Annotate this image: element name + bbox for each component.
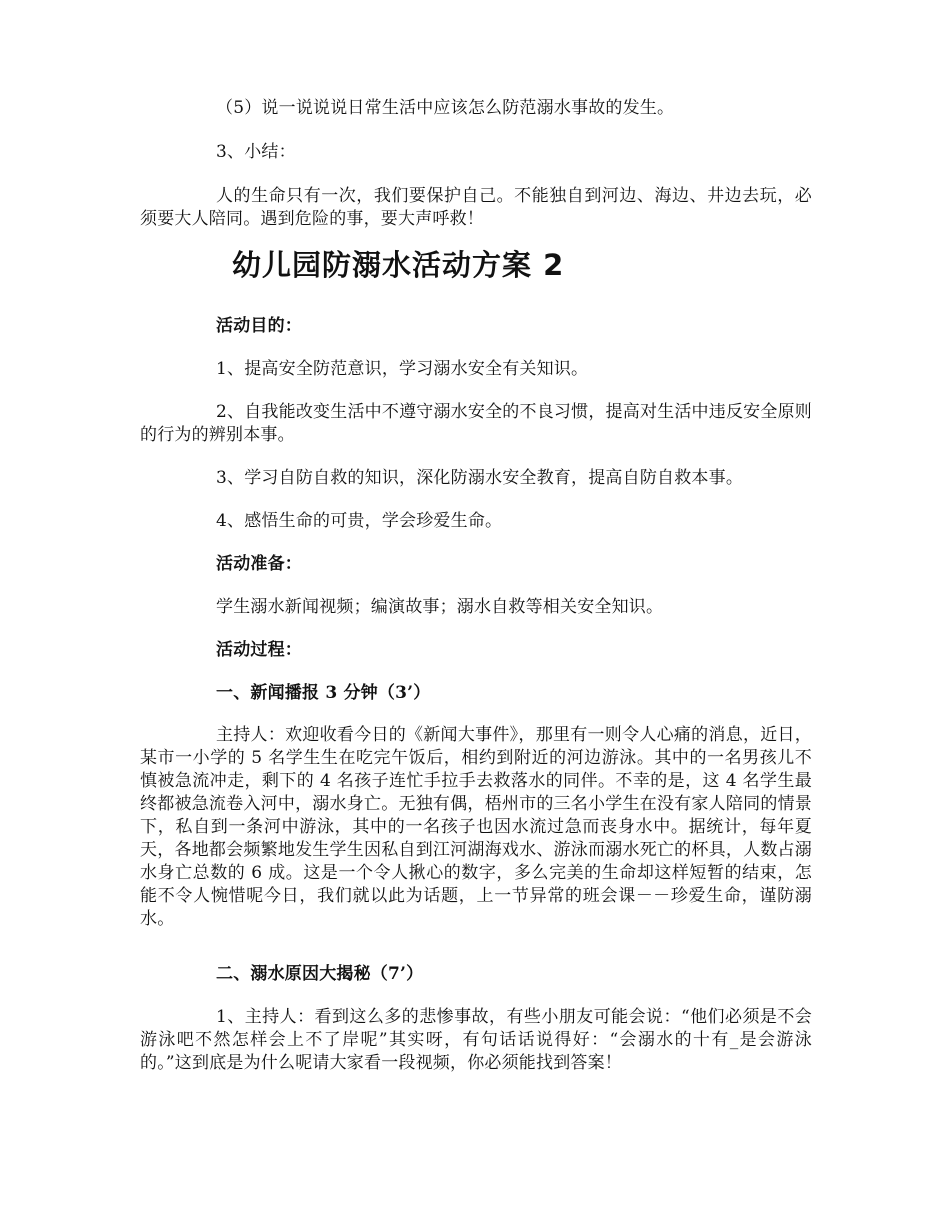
goal-item-1: 1、提高安全防范意识，学习溺水安全有关知识。 — [216, 359, 589, 379]
goal-item-2: 2、自我能改变生活中不遵守溺水安全的不良习惯，提高对生活中违反安全原则的行为的辨别本事。 — [140, 402, 812, 445]
paragraph-summary-text: 人的生命只有一次，我们要保护自己。不能独自到河边、海边、井边去玩，必须要大人陪同。遇到危险的事，要大声呼救！ — [140, 186, 812, 229]
goal-heading: 活动目的： — [216, 316, 302, 336]
paragraph-prevention-question: （5）说一说说说日常生活中应该怎么防范溺水事故的发生。 — [216, 98, 675, 118]
section2-text: 1、主持人：看到这么多的悲惨事故，有些小朋友可能会说：“他们必须是不会游泳吧不然怎样会上不了岸呢”其实呀，有句话话说得好：“会溺水的十有_是会游泳的。”这到底是为什么呢请大家看一段视频，你必须能找到答案！ — [140, 1007, 812, 1073]
paragraph-summary-label: 3、小结： — [216, 142, 296, 162]
prep-text: 学生溺水新闻视频；编演故事；溺水自救等相关安全知识。 — [216, 597, 664, 617]
process-heading: 活动过程： — [216, 640, 302, 660]
document-title: 幼儿园防溺水活动方案 2 — [232, 248, 565, 282]
goal-item-3: 3、学习自防自救的知识，深化防溺水安全教育，提高自防自救本事。 — [216, 468, 744, 488]
section1-text: 主持人：欢迎收看今日的《新闻大事件》，那里有一则令人心痛的消息，近日，某市一小学的 5 名学生生在吃完午饭后，相约到附近的河边游泳。其中的一名男孩儿不慎被急流冲走，剩下的 4 名孩子连忙手拉手去救落水的同伴。不幸的是，这 4 名学生最终都被急流卷入河中，溺水身亡。无独有偶，梧州市的三名小学生在没有家人陪同的情景下，私自到一条河中游泳，其中的一名孩子也因水流过急而丧身水中。据统计，每年夏天，各地都会频繁地发生学生因私自到江河湖海戏水、游泳而溺水死亡的杯具，人数占溺水身亡总数的 6 成。这是一个令人揪心的数字，多么完美的生命却这样短暂的结束，怎能不令人惋惜呢今日，我们就以此为话题，上一节异常的班会课－－珍爱生命，谨防溺水。 — [140, 725, 812, 929]
section2-heading: 二、溺水原因大揭秘（7’） — [216, 964, 424, 984]
prep-heading: 活动准备： — [216, 554, 302, 574]
section1-heading: 一、新闻播报 3 分钟（3’） — [216, 683, 431, 703]
goal-item-4: 4、感悟生命的可贵，学会珍爱生命。 — [216, 511, 503, 531]
